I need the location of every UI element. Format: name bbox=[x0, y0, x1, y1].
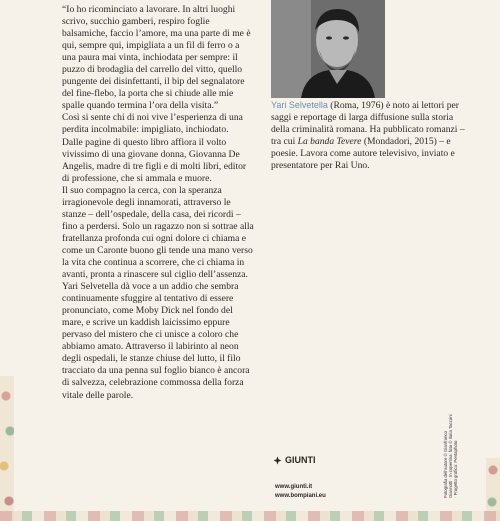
photo-credits bbox=[433, 414, 458, 498]
website-link[interactable]: www.giunti.it bbox=[275, 484, 313, 490]
giunti-logo-icon bbox=[273, 456, 282, 465]
floral-border-left bbox=[0, 376, 14, 521]
website-link[interactable]: www.bompiani.eu bbox=[275, 493, 326, 499]
author-name: Yari Selvetella bbox=[271, 100, 328, 110]
photo-credits-text: Fotografia dell’autore © Gianfranco Giannotti · In copertina: foto © Ilaria Taccani · Progetto grafico: Pentaphoto bbox=[443, 414, 458, 498]
blurb-text bbox=[62, 4, 254, 402]
bio-text-part-1: (Roma, 1976) è noto ai lettori per saggi e reportage di larga diffusione sulla storia della criminalità romana. Ha pubblicato romanzi – tra cui bbox=[271, 100, 465, 148]
blurb-paragraph: Dalle pagine di questo libro affiora il volto vivissimo di una giovane donna, Giovanna De Angelis, madre di tre figli e di molti libri, editor di professione, che si ammala e muore. bbox=[62, 136, 247, 184]
author-bio bbox=[271, 99, 467, 172]
bio-book-title: La banda Tevere bbox=[297, 136, 362, 148]
publisher-logo bbox=[273, 455, 316, 465]
blurb-paragraph: “Io ho ricominciato a lavorare. In altri luoghi scrivo, succhio gamberi, respiro foglie balsamiche, faccio l’amore, ma una parte di me è qui, sempre qui, impigliata a un fil di ferro o a una paura mai vinta, inchiodata per sempre: il puzzo di brodaglia del carrello del vitto, quello pungente dei disinfettanti, il bip del segnalatore del fine-flebo, la porta che si chiude alle mie spalle quando termina l’ora della visita.” bbox=[62, 4, 251, 112]
blurb-paragraph: Yari Selvetella dà voce a un addio che sembra continuamente sfuggire al tentativo di essere pronunciato, come Moby Dick nel fondo del mare, e scrive un kaddish laicissimo eppure pervaso del mistero che ci unisce a coloro che abbiamo amato. Attraverso il labirinto al neon degli ospedali, le stanze chiuse del lutto, il filo tracciato da una penna sul foglio bianco è ancora di salvezza, celebrazione commossa della forza vitale delle parole. bbox=[62, 281, 250, 401]
bio-text-part-2: (Mondadori, 2015) – e poesie. Lavora come autore televisivo, inviato e presentatore per Rai Uno. bbox=[271, 136, 455, 172]
publisher-logo-text: GIUNTI bbox=[285, 455, 316, 465]
blurb-paragraph: Il suo compagno la cerca, con la speranza irragionevole degli innamorati, attraverso le stanze – dell’ospedale, della casa, dei ricordi – fino a perdersi. Solo un ragazzo non si sottrae alla fratellanza profonda cui ogni dolore ci chiama e come un Caronte buono gli tende una mano verso la vita che continua a scorrere, che ci chiama in avanti, pronta a rinascere sul ciglio dell’assenza. bbox=[62, 184, 254, 281]
author-photo bbox=[271, 0, 385, 98]
author-portrait-image bbox=[271, 0, 385, 98]
blurb-paragraph: Così si sente chi di noi vive l’esperienza di una perdita incolmabile: impigliato, inchiodato. bbox=[62, 112, 243, 136]
floral-border-bottom bbox=[0, 511, 500, 521]
publisher-websites bbox=[275, 483, 326, 501]
